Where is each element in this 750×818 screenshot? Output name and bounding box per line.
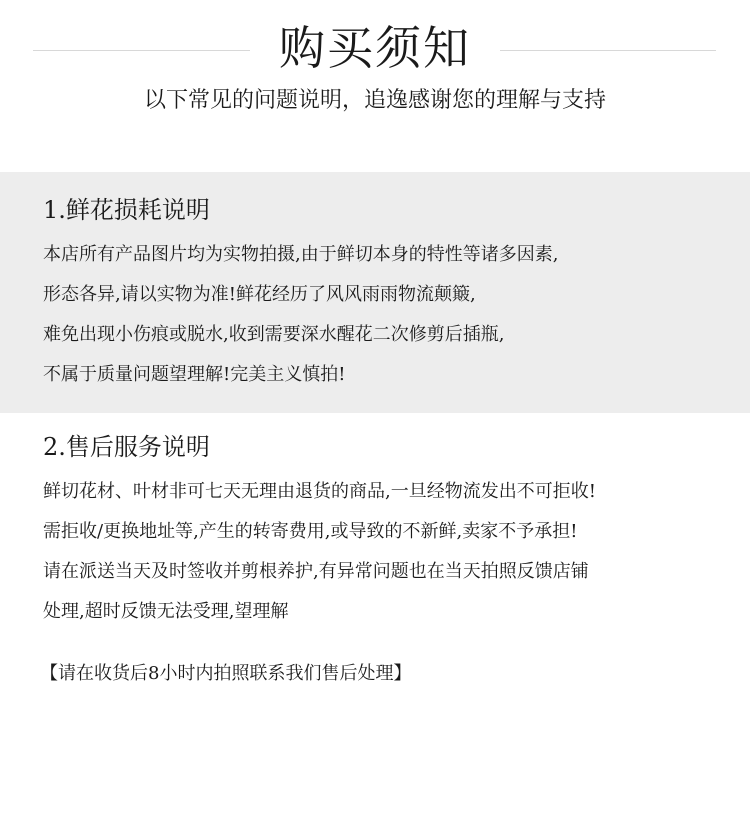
page-subtitle: 以下常见的问题说明，追逸感谢您的理解与支持: [143, 88, 606, 113]
after-sales-notice: 【请在收货后8小时内拍照联系我们售后处理】: [40, 663, 412, 684]
after-sales-section: [0, 413, 750, 713]
body-line: 难免出现小伤痕或脱水,收到需要深水醒花二次修剪后插瓶,: [43, 324, 505, 345]
page-title: 购买须知: [279, 21, 471, 75]
body-line: 本店所有产品图片均为实物拍摄,由于鲜切本身的特性等诸多因素,: [43, 244, 559, 265]
body-line: 形态各异,请以实物为准!鲜花经历了风风雨雨物流颠簸,: [43, 284, 476, 305]
body-line: 处理,超时反馈无法受理,望理解: [43, 601, 289, 622]
body-line: 不属于质量问题望理解!完美主义慎拍!: [43, 364, 346, 385]
section-heading: 2.售后服务说明: [43, 433, 210, 461]
section-body: [43, 472, 596, 632]
body-line: 需拒收/更换地址等,产生的转寄费用,或导致的不新鲜,卖家不予承担!: [43, 521, 578, 542]
notice-header: [0, 0, 750, 172]
body-line: 请在派送当天及时签收并剪根养护,有异常问题也在当天拍照反馈店铺: [43, 561, 589, 582]
section-heading: 1.鲜花损耗说明: [43, 196, 210, 224]
section-body: [43, 235, 558, 395]
body-line: 鲜切花材、叶材非可七天无理由退货的商品,一旦经物流发出不可拒收!: [43, 481, 596, 502]
flower-loss-section: [0, 172, 750, 413]
